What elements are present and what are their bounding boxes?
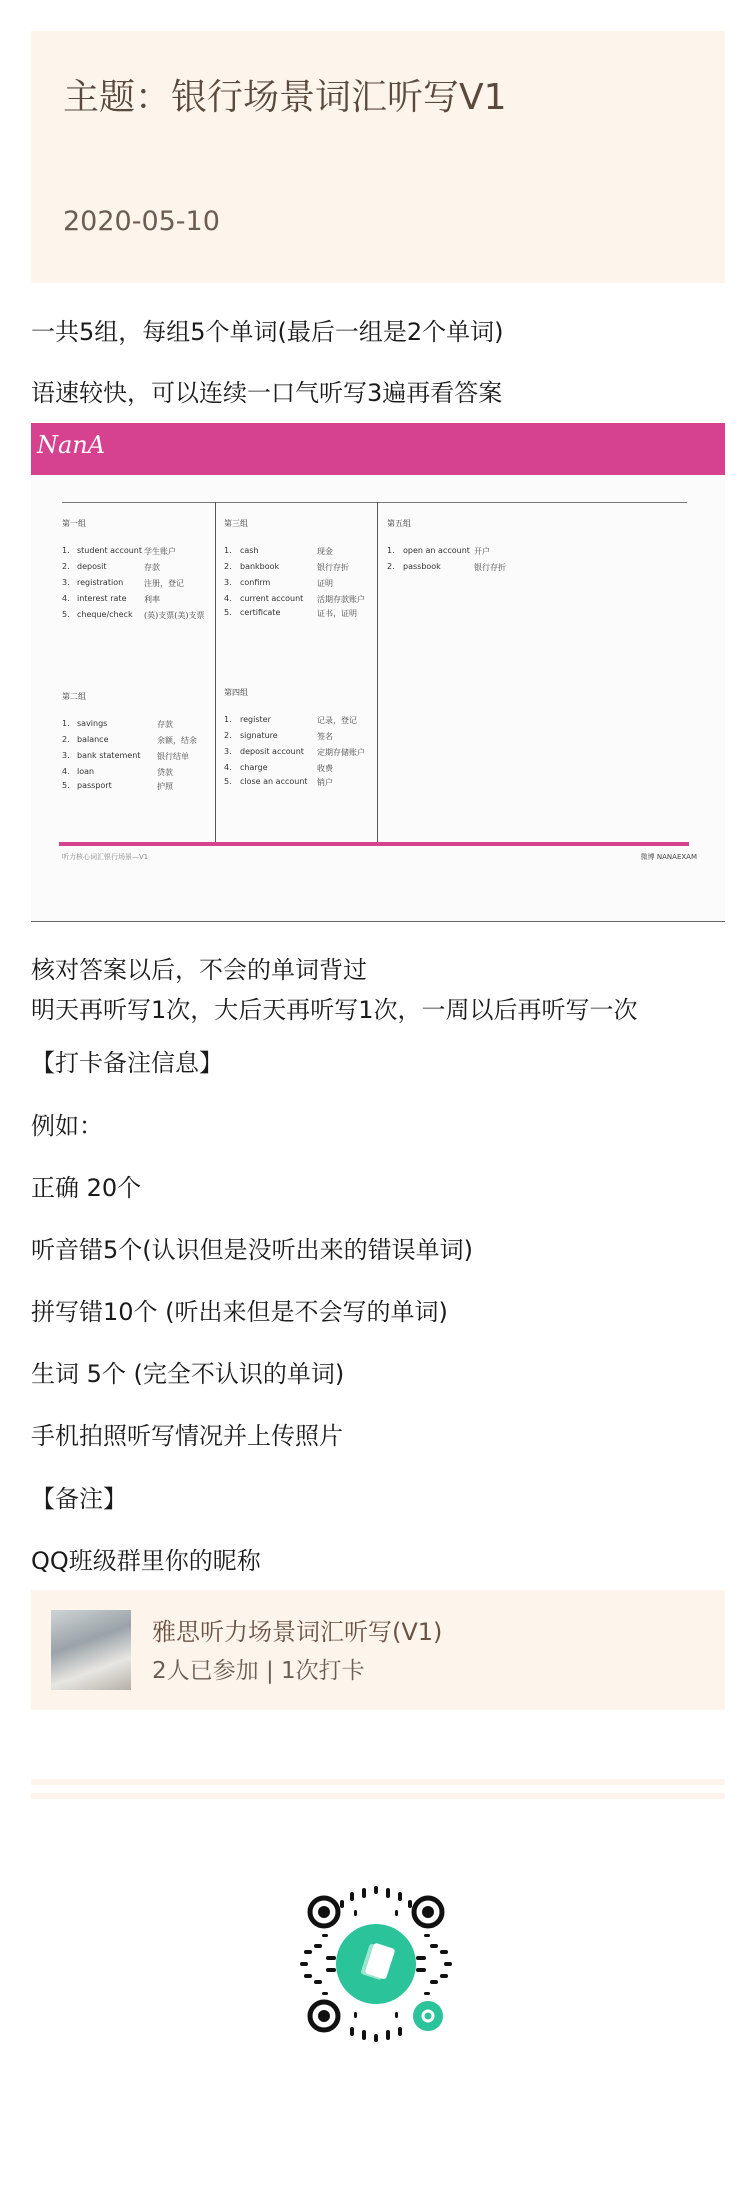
word-cn: 存款 — [144, 563, 160, 572]
word-en: signature — [240, 731, 278, 740]
word-cn: 开户 — [474, 547, 490, 556]
word-en: cheque/check — [77, 610, 133, 619]
word-cn: 余额，结余 — [157, 736, 197, 745]
word-number: 2. — [62, 562, 70, 571]
group-label: 第二组 — [62, 692, 86, 701]
word-en: confirm — [240, 578, 271, 587]
sheet-footer-left: 听力核心词汇银行场景—V1 — [62, 853, 149, 861]
word-cn: 活期存款账户 — [317, 595, 365, 604]
intro-text-1: 一共5组，每组5个单词(最后一组是2个单词) — [31, 318, 504, 346]
sheet-footer-right: 微博 NANAEXAM — [640, 853, 697, 861]
word-number: 5. — [62, 781, 70, 790]
word-number: 1. — [387, 546, 395, 555]
word-en: certificate — [240, 608, 281, 617]
word-cn: 银行存折 — [474, 563, 506, 572]
word-en: balance — [77, 735, 109, 744]
word-number: 2. — [224, 731, 232, 740]
word-cn: 记录，登记 — [317, 716, 357, 725]
body-text-11: 手机拍照听写情况并上传照片 — [31, 1422, 343, 1450]
word-en: passport — [77, 781, 112, 790]
sheet-header-bar — [31, 423, 725, 475]
group-label: 第一组 — [62, 519, 86, 528]
page-title: 主题：银行场景词汇听写V1 — [63, 77, 507, 118]
word-cn: 利率 — [144, 595, 160, 604]
word-number: 5. — [62, 610, 70, 619]
word-number: 2. — [224, 562, 232, 571]
word-cn: 签名 — [317, 732, 333, 741]
divider — [31, 1779, 725, 1785]
word-cn: 证明 — [317, 579, 333, 588]
word-en: deposit account — [240, 747, 304, 756]
remark-heading: 【备注】 — [31, 1485, 127, 1513]
word-cn: 贷款 — [157, 768, 173, 777]
activity-stats: 2人已参加 | 1次打卡 — [152, 1658, 365, 1684]
word-en: open an account — [403, 546, 470, 555]
word-number: 3. — [62, 578, 70, 587]
word-en: close an account — [240, 777, 308, 786]
word-cn: (英)支票(美)支票 — [144, 611, 205, 620]
word-number: 1. — [224, 715, 232, 724]
brand-logo: NanA — [37, 431, 106, 459]
checkin-activity-card[interactable] — [31, 1590, 725, 1710]
word-en: savings — [77, 719, 108, 728]
activity-thumbnail — [51, 1610, 131, 1690]
word-cn: 现金 — [317, 547, 333, 556]
word-en: interest rate — [77, 594, 127, 603]
word-number: 4. — [224, 594, 232, 603]
word-en: bankbook — [240, 562, 280, 571]
word-number: 2. — [62, 735, 70, 744]
word-en: current account — [240, 594, 304, 603]
word-number: 4. — [224, 763, 232, 772]
word-en: loan — [77, 767, 95, 776]
word-en: register — [240, 715, 271, 724]
group-label: 第五组 — [387, 519, 411, 528]
vocab-sheet-image[interactable] — [31, 423, 725, 922]
word-number: 3. — [62, 751, 70, 760]
word-number: 5. — [224, 777, 232, 786]
body-text-10: 生词 5个 (完全不认识的单词) — [31, 1360, 345, 1388]
word-number: 3. — [224, 578, 232, 587]
mini-program-code-icon[interactable] — [296, 1884, 456, 2044]
word-en: charge — [240, 763, 268, 772]
word-number: 1. — [224, 546, 232, 555]
word-number: 2. — [387, 562, 395, 571]
word-cn: 收费 — [317, 764, 333, 773]
word-number: 1. — [62, 546, 70, 555]
body-text-13: QQ班级群里你的昵称 — [31, 1547, 261, 1575]
group-label: 第四组 — [224, 688, 248, 697]
body-text-9: 拼写错10个 (听出来但是不会写的单词) — [31, 1298, 448, 1326]
word-cn: 银行结单 — [157, 752, 189, 761]
post-date: 2020-05-10 — [63, 206, 220, 237]
intro-text-2: 语速较快，可以连续一口气听写3遍再看答案 — [31, 379, 503, 407]
word-cn: 证书，证明 — [317, 609, 357, 618]
body-text-3: 核对答案以后，不会的单词背过 — [31, 956, 367, 984]
header-card — [31, 31, 725, 283]
word-en: deposit — [77, 562, 107, 571]
activity-name: 雅思听力场景词汇听写(V1) — [152, 1618, 443, 1646]
word-cn: 学生账户 — [144, 547, 176, 556]
word-en: bank statement — [77, 751, 141, 760]
body-text-7: 正确 20个 — [31, 1174, 142, 1202]
body-text-8: 听音错5个(认识但是没听出来的错误单词) — [31, 1236, 473, 1264]
word-number: 3. — [224, 747, 232, 756]
word-cn: 护照 — [157, 782, 173, 791]
body-text-4: 明天再听写1次，大后天再听写1次，一周以后再听写一次 — [31, 996, 638, 1024]
word-cn: 定期存储账户 — [317, 748, 365, 757]
word-number: 4. — [62, 594, 70, 603]
word-cn: 存款 — [157, 720, 173, 729]
checkin-note-heading: 【打卡备注信息】 — [31, 1049, 223, 1077]
group-label: 第三组 — [224, 519, 248, 528]
divider — [31, 1793, 725, 1799]
word-en: passbook — [403, 562, 441, 571]
word-en: cash — [240, 546, 259, 555]
word-cn: 银行存折 — [317, 563, 349, 572]
word-number: 5. — [224, 608, 232, 617]
word-number: 1. — [62, 719, 70, 728]
word-number: 4. — [62, 767, 70, 776]
word-en: student account — [77, 546, 142, 555]
word-cn: 注册，登记 — [144, 579, 184, 588]
word-cn: 销户 — [317, 778, 333, 787]
word-en: registration — [77, 578, 124, 587]
body-text-6: 例如： — [31, 1112, 103, 1140]
